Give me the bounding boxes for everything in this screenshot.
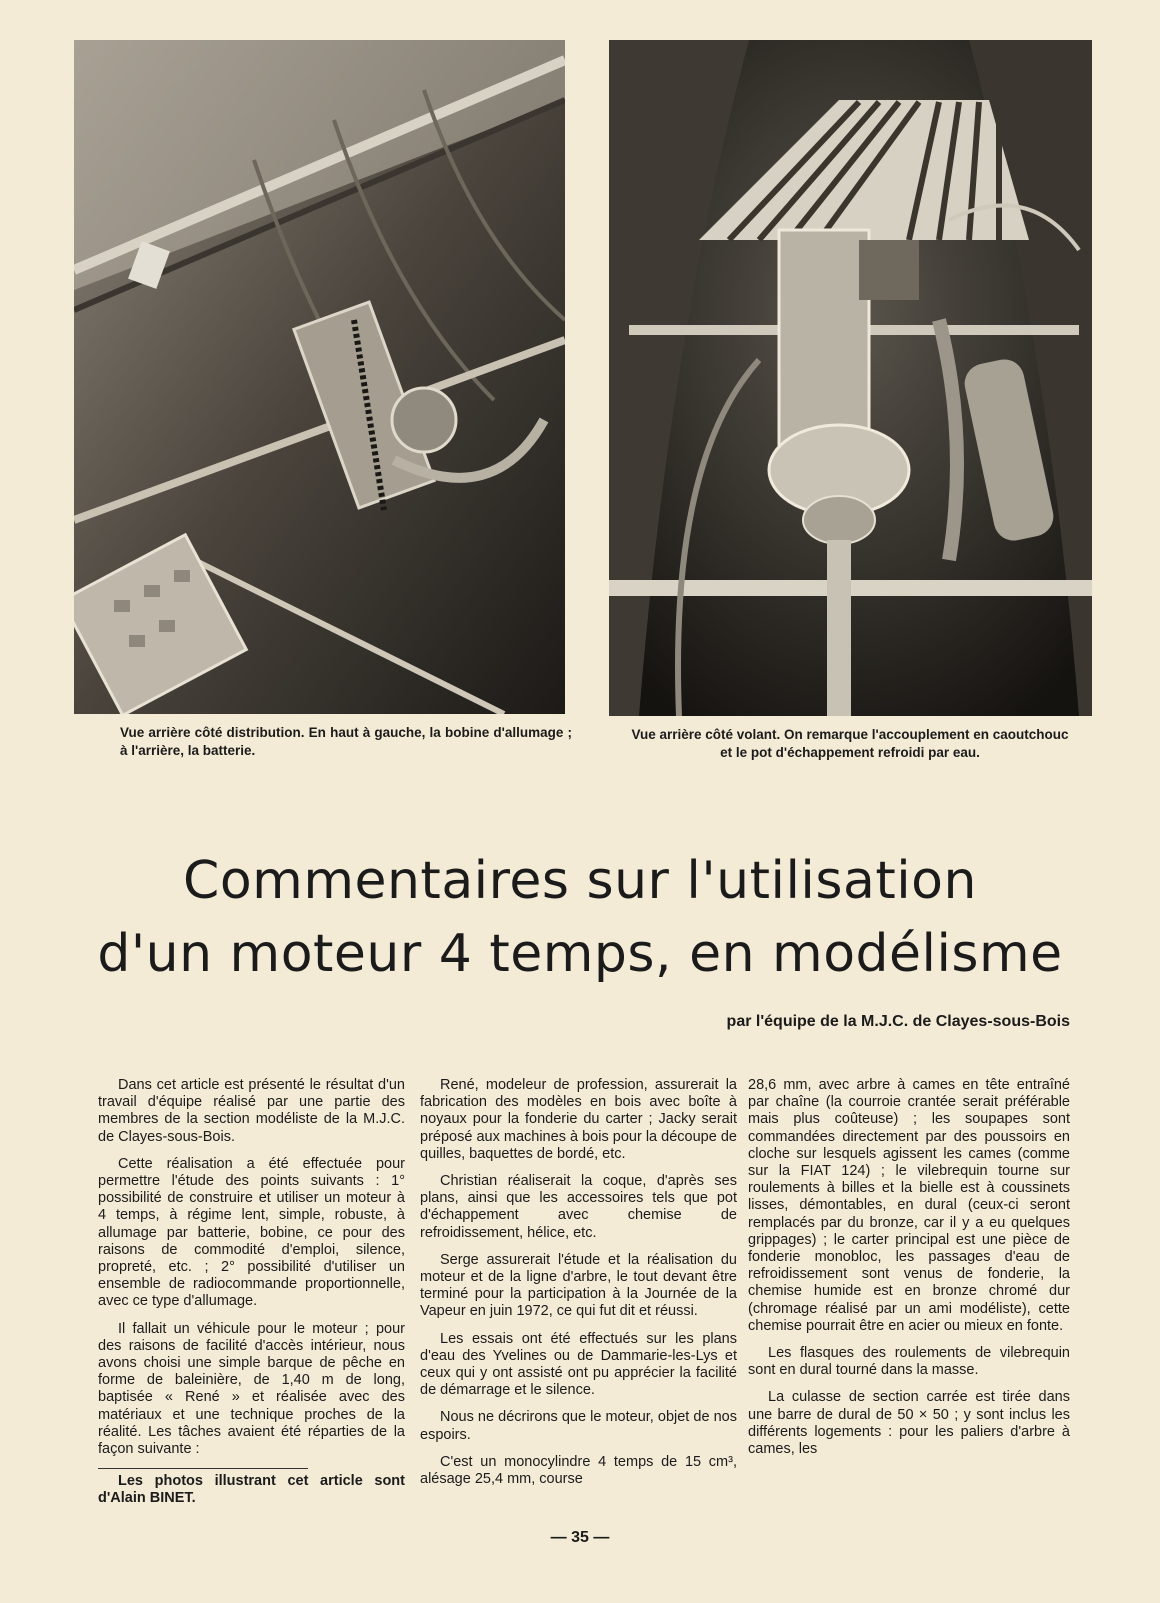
paragraph: 28,6 mm, avec arbre à cames en tête entraîné par chaîne (la courroie crantée serait préférable mais plus coûteuse) ; les soupapes sont commandées directement par des poussoirs en cloche sur lesquels agissent les cames (comme sur la FIAT 124) ; le vilebrequin tourne sur roulements à billes et la bielle est à coussinets lisses, démontables, en dural (ceux-ci seront remplacés par du bronze, car il y a eu quelques grippages) ; le carter principal est une pièce de fonderie monobloc, les passages d'eau de refroidissement sont venus de fonderie, la chemise humide est en bronze chromé dur (chromage réalisé par un ami modéliste), cette chemise pourrait être en acier ou mieux en fonte. <box>748 1077 1070 1334</box>
paragraph: René, modeleur de profession, assurerait la fabrication des modèles en bois avec boîte à noyaux pour la fonderie du carter ; Jacky serait préposé aux machines à bois pour la découpe de quilles, baquettes de bordé, etc. <box>420 1077 737 1162</box>
photo-credit: Les photos illustrant cet article sont d'Alain BINET. <box>98 1473 405 1507</box>
column-2 <box>420 1077 737 1498</box>
paragraph: Les essais ont été effectués sur les plans d'eau des Yvelines ou de Dammarie-les-Lys et ceux qui y ont assisté ont pu apprécier la facilité de démarrage et le silence. <box>420 1330 737 1399</box>
engine-photo-flywheel-side-icon <box>609 40 1092 716</box>
paragraph: Il fallait un véhicule pour le moteur ; pour des raisons de facilité d'accès intérieur, nous avons choisi une simple barque de pêche en forme de baleinière, de 1,40 m de long, baptisée « René » et réalisée avec des matériaux et une technique proches de la réalité. Les tâches avaient été réparties de la façon suivante : <box>98 1320 405 1458</box>
paragraph: Serge assurerait l'étude et la réalisation du moteur et de la ligne d'arbre, le tout devant être terminé pour la participation à la Journée de la Vapeur en juin 1972, ce qui fut dit et réussi. <box>420 1251 737 1320</box>
paragraph: Cette réalisation a été effectuée pour permettre l'étude des points suivants : 1° possibilité de construire et utiliser un moteur à 4 temps, à régime lent, simple, robuste, à allumage par batterie, bobine, ce pour des raisons de commodité d'emploi, silence, propreté, etc. ; 2° possibilité d'utiliser un ensemble de radiocommande proportionnelle, avec ce type d'allumage. <box>98 1155 405 1310</box>
byline: par l'équipe de la M.J.C. de Clayes-sous-Bois <box>726 1013 1070 1030</box>
article-title-line2: d'un moteur 4 temps, en modélisme <box>97 924 1063 984</box>
engine-photo-distribution-side-icon <box>74 40 565 714</box>
paragraph: Christian réaliserait la coque, d'après ses plans, ainsi que les accessoires tels que pot d'échappement avec chemise de refroidissement, hélice, etc. <box>420 1173 737 1241</box>
divider <box>98 1468 308 1469</box>
caption-left: Vue arrière côté distribution. En haut à gauche, la bobine d'allumage ; à l'arrière, la batterie. <box>120 725 572 758</box>
column-1 <box>98 1077 405 1518</box>
paragraph: La culasse de section carrée est tirée dans une barre de dural de 50 × 50 ; y sont inclus les différents logements : pour les paliers d'arbre à cames, les <box>748 1389 1070 1458</box>
engine-photo-left <box>74 40 565 714</box>
page-number: — 35 — <box>550 1529 610 1546</box>
article-title-line1: Commentaires sur l'utilisation <box>183 851 977 911</box>
paragraph: Dans cet article est présenté le résultat d'un travail d'équipe réalisé par une partie des membres de la section modéliste de la M.J.C. de Clayes-sous-Bois. <box>98 1077 405 1145</box>
paragraph: Les flasques des roulements de vilebrequin sont en dural tourné dans la masse. <box>748 1345 1070 1379</box>
paragraph: Nous ne décrirons que le moteur, objet de nos espoirs. <box>420 1409 737 1443</box>
engine-photo-right <box>609 40 1092 716</box>
caption-right: Vue arrière côté volant. On remarque l'accouplement en caoutchouc et le pot d'échappement refroidi par eau. <box>631 727 1069 760</box>
paragraph: C'est un monocylindre 4 temps de 15 cm³, alésage 25,4 mm, course <box>420 1453 737 1488</box>
column-3 <box>748 1077 1070 1468</box>
